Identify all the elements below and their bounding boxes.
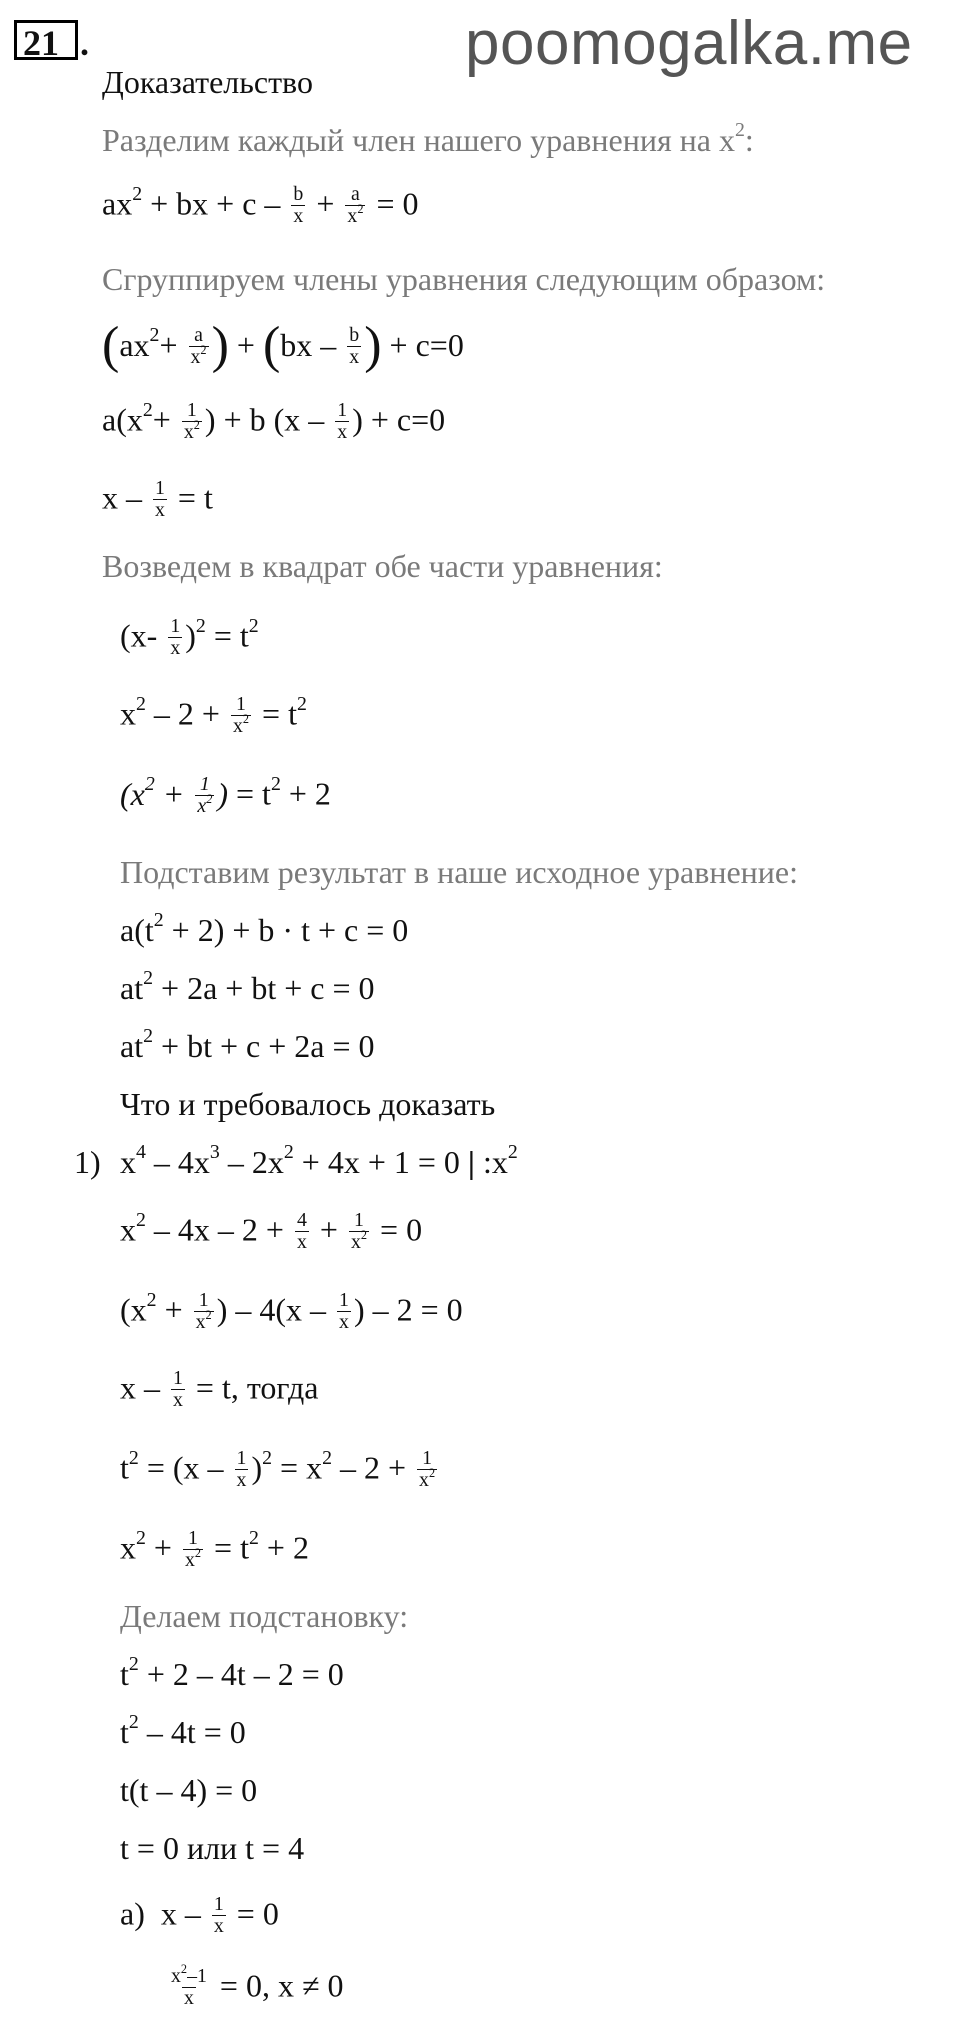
eq-b5: $x^2$ + $\frac{1}{x^2}$ = $t^2 + 2$ xyxy=(120,1526,309,1571)
group-text: Сгруппируем члены уравнения следующим образом: xyxy=(102,261,826,297)
eq-sum: ($x^2$ + $\frac{1}{x^2}$ ) = $t^2 + 2$ xyxy=(120,772,331,817)
makesub-text: Делаем подстановку: xyxy=(120,1598,409,1634)
eq-sub-t: x – $\frac{1}{x}$ = t xyxy=(102,477,213,521)
eq-c3: t(t – 4) = 0 xyxy=(120,1772,258,1808)
eq-c1: $t^2 + 2 - 4t - 2 = 0$ xyxy=(120,1653,344,1692)
eq-divided: $ax^2$ + bx + c – $\frac{b}{x}$ + $\frac{a}{x^2}$ = 0 xyxy=(102,182,419,227)
eq-a2: $at^2 + 2a$ + bt + c = 0 xyxy=(120,967,375,1006)
eq-b4: $t^2 = (x$ – $\frac{1}{x}$ )$^2 = x^2 - 2$ + $\frac{1}{x^2}$ xyxy=(120,1446,436,1491)
proof-heading: Доказательство xyxy=(102,64,313,100)
eq-grouped: ($ax^2+$ $\frac{a}{x^2}$ ) + (bx – $\frac{b}{x}$ ) + c=0 xyxy=(102,317,464,374)
eq-a1: $a(t^2 + 2) + b \cdot t + c = 0$ xyxy=(120,909,409,948)
divide-text: Разделим каждый член нашего уравнения на $x^2$: xyxy=(102,119,754,158)
square-text: Возведем в квадрат обе части уравнения: xyxy=(102,548,663,584)
eq-a3: $at^2$ + bt + c + 2a = 0 xyxy=(120,1025,375,1064)
eq-c4: t = 0 или t = 4 xyxy=(120,1830,305,1866)
eq-d1: $\frac{x^2-1}{x}$ = 0, x ≠ 0 xyxy=(171,1961,344,2009)
item-a: а) x – $\frac{1}{x}$ = 0 xyxy=(120,1893,279,1937)
watermark: poomogalka.me xyxy=(465,9,913,78)
problem-number: 21 xyxy=(14,20,78,60)
eq-factored: $a(x^2+$ $\frac{1}{x^2}$ ) + b (x – $\frac{1}{x}$ ) + c=0 xyxy=(102,398,446,443)
eq-b0: $x^4 - 4x^3 - 2x^2 + 4x + 1 = 0$ | $:x^2$ xyxy=(120,1141,518,1180)
substitute-text: Подставим результат в наше исходное уравнение: xyxy=(120,854,798,890)
eq-b3: x – $\frac{1}{x}$ = t, тогда xyxy=(120,1367,319,1411)
eq-squared: (x- $\frac{1}{x}$ )$^2 = t^2$ xyxy=(120,614,259,659)
eq-c2: $t^2 - 4t = 0$ xyxy=(120,1711,246,1750)
eq-b1: $x^2 - 4x - 2$ + $\frac{4}{x}$ + $\frac{1}{x^2}$ = 0 xyxy=(120,1208,423,1253)
qed-text: Что и требовалось доказать xyxy=(120,1086,496,1122)
problem-number-dot: . xyxy=(80,23,89,63)
eq-b2: ($x^2$ + $\frac{1}{x^2}$ ) – 4(x – $\frac{1}{x}$ ) – 2 = 0 xyxy=(120,1288,463,1333)
item-1-label: 1) xyxy=(74,1144,101,1180)
eq-expanded: $x^2 - 2$ + $\frac{1}{x^2}$ = $t^2$ xyxy=(120,692,307,737)
